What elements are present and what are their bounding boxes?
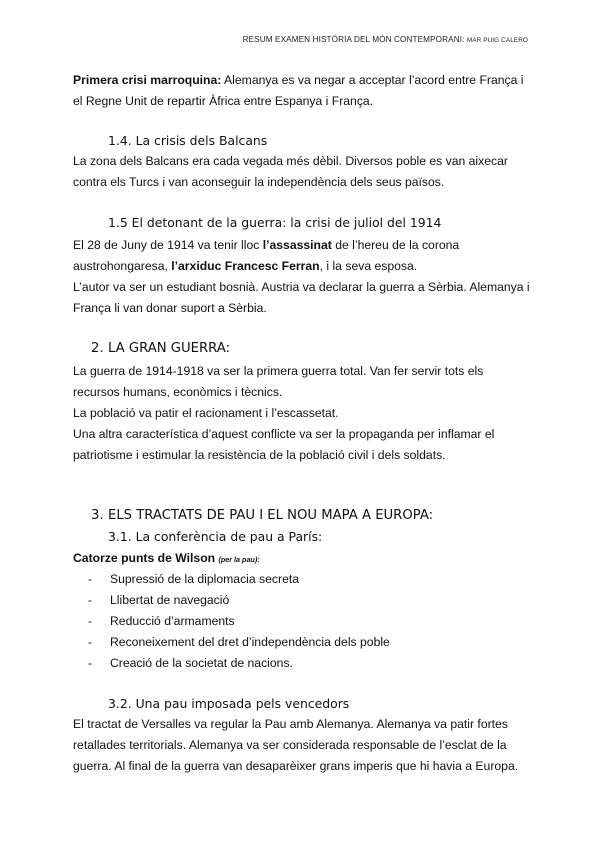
text-balcans: La zona dels Balcans era cada vegada més dèbil. Diversos poble es van aixecar contra els Turcs i van aconseguir la independència dels seus països. — [73, 154, 508, 189]
list-item: - Supressió de la diplomacia secreta — [88, 572, 300, 586]
heading-2-gran-guerra — [91, 341, 230, 356]
text-autor: L’autor va ser un estudiant bosnià. Austria va declarar la guerra a Sèrbia. Alemanya i França li van donar suport a Sèrbia. — [73, 280, 530, 315]
term-wilson: Catorze punts de Wilson — [73, 551, 216, 565]
term-assassinat: l’assassinat — [262, 238, 332, 252]
text-racionament: La població va patir el racionament i l’escassetat. — [73, 406, 339, 420]
wilson-points-list — [88, 569, 390, 674]
text-propaganda: Una altra característica d’aquest conflicte va ser la propaganda per inflamar el patriotisme i estimular la resistència de la població civil i dels soldats. — [73, 427, 495, 462]
paragraph-versalles — [73, 714, 533, 777]
heading-2-text: LA GRAN GUERRA: — [108, 341, 231, 356]
header-author: MAR PUIG CALERO — [466, 37, 528, 44]
heading-1-4: 1.4. La crisis dels Balcans — [108, 133, 268, 148]
page-header — [243, 35, 528, 44]
text-versalles: El tractat de Versalles va regular la Pau amb Alemanya. Alemanya va patir fortes retallades territorials. Alemanya va ser considerada responsable de l’esclat de la guerra. Al final de la guerra van desaparèixer grans imperis que hi havia a Europa. — [73, 717, 519, 773]
header-title: RESUM EXAMEN HISTÒRIA DEL MÓN CONTEMPORANI: — [242, 35, 465, 44]
term-primera-crisi: Primera crisi marroquina: — [73, 73, 222, 87]
wilson-note: (per la pau): — [218, 555, 260, 564]
wilson-title-line — [73, 548, 533, 570]
term-arxiduc: l’arxiduc Francesc Ferran — [171, 259, 320, 273]
text-primera-crisi: Alemanya es va negar a acceptar l’acord entre França i el Regne Unit de repartir Àfrica entre Espanya i França. — [73, 73, 524, 108]
heading-3-tractats — [91, 508, 433, 523]
heading-3-text: ELS TRACTATS DE PAU I EL NOU MAPA A EUROPA: — [108, 508, 434, 523]
paragraph-balcans — [73, 151, 533, 193]
paragraph-primera-crisi-marroquina — [73, 70, 533, 112]
paragraph-crisi-juliol — [73, 235, 533, 319]
text-guerra-total: La guerra de 1914-1918 va ser la primera guerra total. Van fer servir tots els recursos humans, econòmics i tècnics. — [73, 364, 484, 399]
list-item: - Creació de la societat de nacions. — [88, 656, 293, 670]
heading-3-number: 3. — [91, 508, 104, 523]
paragraph-gran-guerra — [73, 361, 533, 466]
list-item: - Llibertat de navegació — [88, 593, 230, 607]
list-item: - Reconeixement del dret d’independència dels poble — [88, 635, 390, 649]
list-item: - Reducció d’armaments — [88, 614, 235, 628]
heading-3-1: 3.1. La conferència de pau a París: — [108, 529, 323, 544]
heading-3-2: 3.2. Una pau imposada pels vencedors — [108, 696, 350, 711]
heading-1-5: 1.5 El detonant de la guerra: la crisi de juliol del 1914 — [108, 215, 442, 230]
heading-2-number: 2. — [91, 341, 104, 356]
text-assassinat: El 28 de Juny de 1914 va tenir lloc l’assassinat de l’hereu de la corona austrohongaresa, l’arxiduc Francesc Ferran, i la seva esposa. — [73, 238, 460, 273]
